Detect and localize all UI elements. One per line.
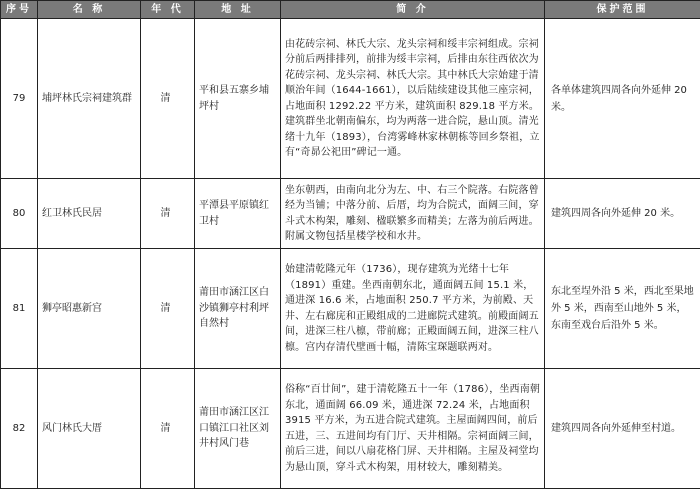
row-name: 风门林氏大厝 — [38, 369, 141, 489]
row-no: 81 — [1, 249, 38, 369]
row-no: 80 — [1, 179, 38, 249]
table-row — [1, 369, 700, 489]
row-address: 莆田市涵江区江口镇江口社区刘井村风门巷 — [195, 369, 281, 489]
row-intro: 始建清乾隆元年（1736），现存建筑为光绪十七年（1891）重建。坐西南朝东北，通面阔五间 15.1 米，通进深 16.6 米，占地面积 250.7 平方米，为前殿、天井、左右廊庑和正殿组成的二进廊院式建筑。前殿面阔五间，进深三柱八檩，带前廊；正殿面阔五间，进深三柱八檩。宫内存清代壁画十幅，清陈宝琛题联两对。 — [281, 249, 545, 369]
header-name: 名 称 — [38, 1, 141, 19]
row-era: 清 — [141, 19, 195, 179]
row-name: 红卫林氏民居 — [38, 179, 141, 249]
row-intro: 坐东朝西，由南向北分为左、中、右三个院落。右院落曾经为当铺；中落分前、后厝，均为合院式，面阔三间，穿斗式木构架，雕刻、楹联繁多而精美；左落为前后两进。附属文物包括星楼学校和水井。 — [281, 179, 545, 249]
row-intro: 由花砖宗祠、林氏大宗、龙头宗祠和绥丰宗祠组成。宗祠分前后两排排列，前排为绥丰宗祠，后排由东往西依次为花砖宗祠、龙头宗祠、林氏大宗。其中林氏大宗始建于清顺治年间（1644-1661），以后陆续建设其他三座宗祠，占地面积 1292.22 平方米，建筑面积 829.18 平方米。建筑群坐北朝南偏东，均为两落一进合院，悬山顶。清光绪十九年（1893），台湾雾峰林家林朝栋等回乡祭祖，立有“奇昴公祀田”碑记一通。 — [281, 19, 545, 179]
row-address: 平和县五寨乡埔坪村 — [195, 19, 281, 179]
header-scope: 保护范围 — [545, 1, 700, 19]
header-no: 序号 — [1, 1, 38, 19]
header-address: 地 址 — [195, 1, 281, 19]
row-era: 清 — [141, 249, 195, 369]
row-name: 埔坪林氏宗祠建筑群 — [38, 19, 141, 179]
row-no: 82 — [1, 369, 38, 489]
header-intro: 简 介 — [281, 1, 545, 19]
row-scope: 各单体建筑四周各向外延伸 20 米。 — [545, 19, 700, 179]
row-no: 79 — [1, 19, 38, 179]
header-era: 年 代 — [141, 1, 195, 19]
table-row — [1, 249, 700, 369]
row-scope: 建筑四周各向外延伸 20 米。 — [545, 179, 700, 249]
table-row — [1, 179, 700, 249]
row-era: 清 — [141, 369, 195, 489]
row-name: 狮亭昭惠新宫 — [38, 249, 141, 369]
header-row — [1, 1, 700, 19]
row-address: 平潭县平原镇红卫村 — [195, 179, 281, 249]
row-era: 清 — [141, 179, 195, 249]
row-scope: 建筑四周各向外延伸至村道。 — [545, 369, 700, 489]
row-scope: 东北至埕外沿 5 米，西北至果地外 5 米，西南至山地外 5 米，东南至戏台后沿外 5 米。 — [545, 249, 700, 369]
row-intro: 俗称“百廿间”，建于清乾隆五十一年（1786），坐西南朝东北，通面阔 66.09 米，通进深 72.24 米，占地面积 3915 平方米，为五进合院式建筑。主屋面阔四间，前后五进，三、五进间均有门厅、天井相隔。宗祠面阔三间，前后三进，间以八扇花格门屏、天井相隔。主屋及祠堂均为悬山顶，穿斗式木构架，用材较大，雕刻精美。 — [281, 369, 545, 489]
table-row — [1, 19, 700, 179]
row-address: 莆田市涵江区白沙镇狮亭村利坪自然村 — [195, 249, 281, 369]
